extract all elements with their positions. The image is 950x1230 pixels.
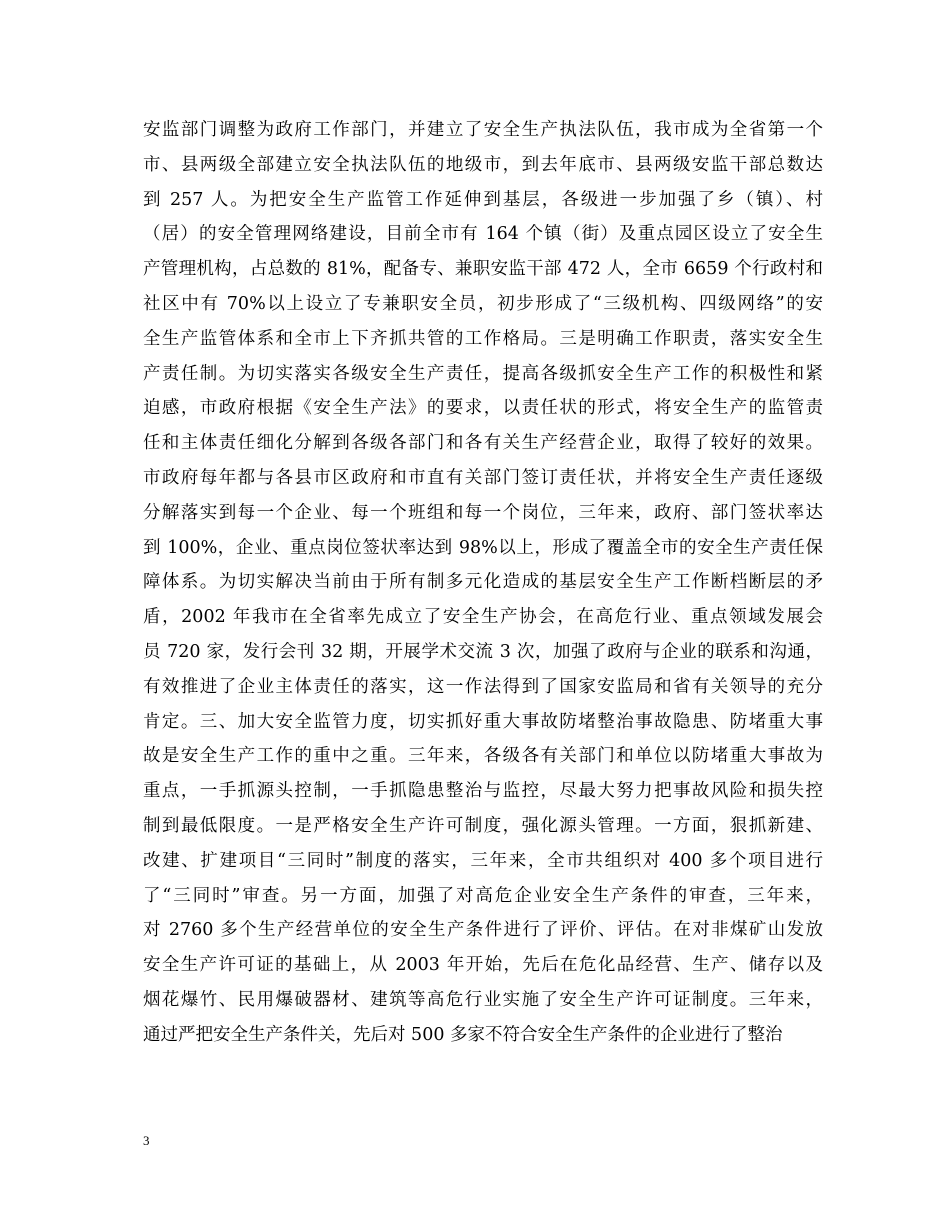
text-line: 烟花爆竹、民用爆破器材、建筑等高危行业实施了安全生产许可证制度。三年来， — [143, 989, 823, 1010]
text-line: 肯定。三、加大安全监管力度，切实抓好重大事故防堵整治事故隐患、防堵重大事 — [143, 711, 823, 732]
text-line: 对 2760 多个生产经营单位的安全生产条件进行了评价、评估。在对非煤矿山发放 — [143, 920, 823, 941]
text-line: 障体系。为切实解决当前由于所有制多元化造成的基层安全生产工作断档断层的矛 — [143, 572, 823, 593]
text-line: 社区中有 70%以上设立了专兼职安全员，初步形成了“三级机构、四级网络”的安 — [143, 293, 823, 314]
text-line: 安监部门调整为政府工作部门，并建立了安全生产执法队伍，我市成为全省第一个 — [143, 120, 823, 140]
text-line: 通过严把安全生产条件关，先后对 500 多家不符合安全生产条件的企业进行了整治 — [143, 1024, 783, 1045]
text-line: 故是安全生产工作的重中之重。三年来，各级各有关部门和单位以防堵重大事故为 — [143, 746, 823, 767]
text-line: 产管理机构，占总数的 81%，配备专、兼职安监干部 472 人，全市 6659 个行政村和 — [143, 259, 823, 280]
text-line: 安全生产许可证的基础上，从 2003 年开始，先后在危化品经营、生产、储存以及 — [143, 955, 823, 976]
text-line: 迫感，市政府根据《安全生产法》的要求，以责任状的形式，将安全生产的监管责 — [143, 398, 823, 419]
text-line: 任和主体责任细化分解到各级各部门和各有关生产经营企业，取得了较好的效果。 — [143, 433, 823, 454]
page-number: 3 — [143, 1133, 150, 1148]
text-line: 员 720 家，发行会刊 32 期，开展学术交流 3 次，加强了政府与企业的联系和沟通， — [143, 641, 823, 662]
text-line: 到 100%，企业、重点岗位签状率达到 98%以上，形成了覆盖全市的安全生产责任保 — [143, 537, 823, 558]
text-line: 产责任制。为切实落实各级安全生产责任，提高各级抓安全生产工作的积极性和紧 — [143, 363, 823, 384]
text-line: 盾，2002 年我市在全省率先成立了安全生产协会，在高危行业、重点领域发展会 — [143, 607, 823, 628]
text-line: 市、县两级全部建立安全执法队伍的地级市，到去年底市、县两级安监干部总数达 — [143, 154, 823, 175]
text-line: （居）的安全管理网络建设，目前全市有 164 个镇（街）及重点园区设立了安全生 — [143, 224, 823, 245]
text-line: 市政府每年都与各县市区政府和市直有关部门签订责任状，并将安全生产责任逐级 — [143, 467, 823, 488]
text-line: 了“三同时”审查。另一方面，加强了对高危企业安全生产条件的审查，三年来， — [143, 885, 823, 906]
document-body — [143, 113, 823, 1053]
text-line: 分解落实到每一个企业、每一个班组和每一个岗位，三年来，政府、部门签状率达 — [143, 502, 823, 523]
text-line: 制到最低限度。一是严格安全生产许可制度，强化源头管理。一方面，狠抓新建、 — [143, 815, 823, 836]
text-line: 改建、扩建项目“三同时”制度的落实，三年来，全市共组织对 400 多个项目进行 — [143, 850, 823, 871]
text-line: 有效推进了企业主体责任的落实，这一作法得到了国家安监局和省有关领导的充分 — [143, 676, 823, 697]
text-line: 到 257 人。为把安全生产监管工作延伸到基层，各级进一步加强了乡（镇）、村 — [143, 189, 823, 210]
text-line: 全生产监管体系和全市上下齐抓共管的工作格局。三是明确工作职责，落实安全生 — [143, 328, 823, 349]
text-line: 重点，一手抓源头控制，一手抓隐患整治与监控，尽最大努力把事故风险和损失控 — [143, 781, 823, 802]
